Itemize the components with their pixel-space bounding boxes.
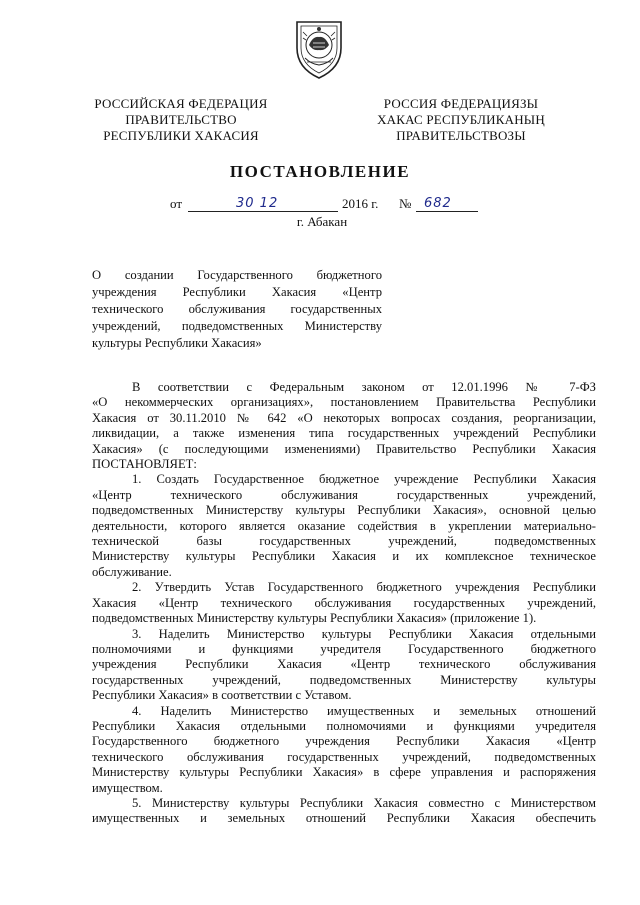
body-line: технического обслуживания государственных учреждений, подведомственных — [92, 749, 596, 764]
coat-of-arms-icon — [291, 18, 347, 80]
body-line: Хакасия «Центр технического обслуживания государственных учреждений, — [92, 595, 596, 610]
header-right-line: РОССИЯ ФЕДЕРАЦИЯЗЫ — [383, 96, 539, 111]
header-left-line: РЕСПУБЛИКИ ХАКАСИЯ — [103, 128, 259, 143]
body-line: Республики Хакасия» в соответствии с Уставом. — [92, 688, 352, 703]
body-line: Республики Хакасия отдельными полномочиями и функциями учредителя — [92, 718, 596, 733]
body-line: учреждения Республики Хакасия «Центр технического обслуживания — [92, 657, 596, 672]
subject-line: технического обслуживания государственных — [92, 302, 382, 316]
city-line — [0, 214, 640, 230]
header-right — [346, 96, 576, 144]
handwritten-date: 30 12 — [236, 196, 279, 211]
body-line: Государственного бюджетного учреждения Республики Хакасия «Центр — [92, 734, 596, 749]
body-line: 4. Наделить Министерство имущественных и земельных отношений — [132, 703, 596, 718]
subject-line: учреждений, подведомственных Министерству — [92, 319, 382, 333]
body-line: подведомственных Министерству культуры Республики Хакасия» (приложение 1). — [92, 611, 537, 626]
subject-line: О создании Государственного бюджетного — [92, 268, 382, 282]
body-line: 1. Создать Государственное бюджетное учреждение Республики Хакасия — [132, 472, 596, 487]
date-underline — [188, 211, 338, 212]
body-line: Хакасия от 30.11.2010 № 642 «О некоторых вопросах создания, реорганизации, — [92, 410, 596, 425]
header-right-line: ПРАВИТЕЛЬСТВОЗЫ — [396, 128, 526, 143]
body-line: Хакасия» (с последующими изменениями) Правительство Республики Хакасия — [92, 441, 596, 456]
number-underline — [416, 211, 478, 212]
document-title: ПОСТАНОВЛЕНИЕ — [229, 162, 411, 181]
body-line: государственных учреждений, подведомственных Министерству культуры — [92, 672, 596, 687]
from-label: от — [170, 196, 183, 211]
header-left-line: ПРАВИТЕЛЬСТВО — [125, 112, 237, 127]
body-line: обслуживание. — [92, 564, 172, 579]
body-line: ПОСТАНОВЛЯЕТ: — [92, 457, 197, 472]
body-text — [92, 380, 596, 827]
body-line: «О некоммерческих организациях», постановлением Правительства Республики — [92, 395, 596, 410]
city-label: г. Абакан — [296, 214, 348, 229]
body-line: технической базы государственных учреждений, подведомственных — [92, 534, 596, 549]
body-line: имущественных и земельных отношений Республики Хакасия обеспечить — [92, 811, 596, 826]
header-right-line: ХАКАС РЕСПУБЛИКАНЫҢ — [377, 112, 545, 127]
body-line: «Центр технического обслуживания государственных учреждений, — [92, 487, 596, 502]
header-left-line: РОССИЙСКАЯ ФЕДЕРАЦИЯ — [94, 96, 268, 111]
body-line: имуществом. — [92, 780, 163, 795]
body-line: Министерству культуры Республики Хакасия и их комплексное техническое — [92, 549, 596, 564]
year-label: 2016 г. — [342, 196, 379, 211]
number-label: № — [399, 196, 412, 211]
date-number-line — [170, 196, 490, 216]
body-line: Министерству культуры Республики Хакасия» в сфере управления и распоряжения — [92, 765, 596, 780]
subject-block — [92, 267, 382, 352]
body-line: полномочиями и функциями учредителя Государственного бюджетного — [92, 641, 596, 656]
body-line: 5. Министерству культуры Республики Хакасия совместно с Министерством — [132, 795, 596, 810]
handwritten-number: 682 — [424, 196, 452, 211]
body-line: деятельности, которого является оказание содействия в укреплении материально- — [92, 518, 596, 533]
body-line: 3. Наделить Министерство культуры Республики Хакасия отдельными — [132, 626, 596, 641]
body-line: ликвидации, а также изменения типа государственных учреждений Республики — [92, 426, 596, 441]
body-line: 2. Утвердить Устав Государственного бюджетного учреждения Республики — [132, 580, 596, 595]
body-line: подведомственных Министерству культуры Республики Хакасия», основной целью — [92, 503, 596, 518]
subject-line: учреждения Республики Хакасия «Центр — [92, 285, 382, 299]
body-line: В соответствии с Федеральным законом от 12.01.1996 № 7-ФЗ — [132, 380, 596, 394]
header-left — [66, 96, 296, 144]
subject-line: культуры Республики Хакасия» — [92, 336, 262, 350]
